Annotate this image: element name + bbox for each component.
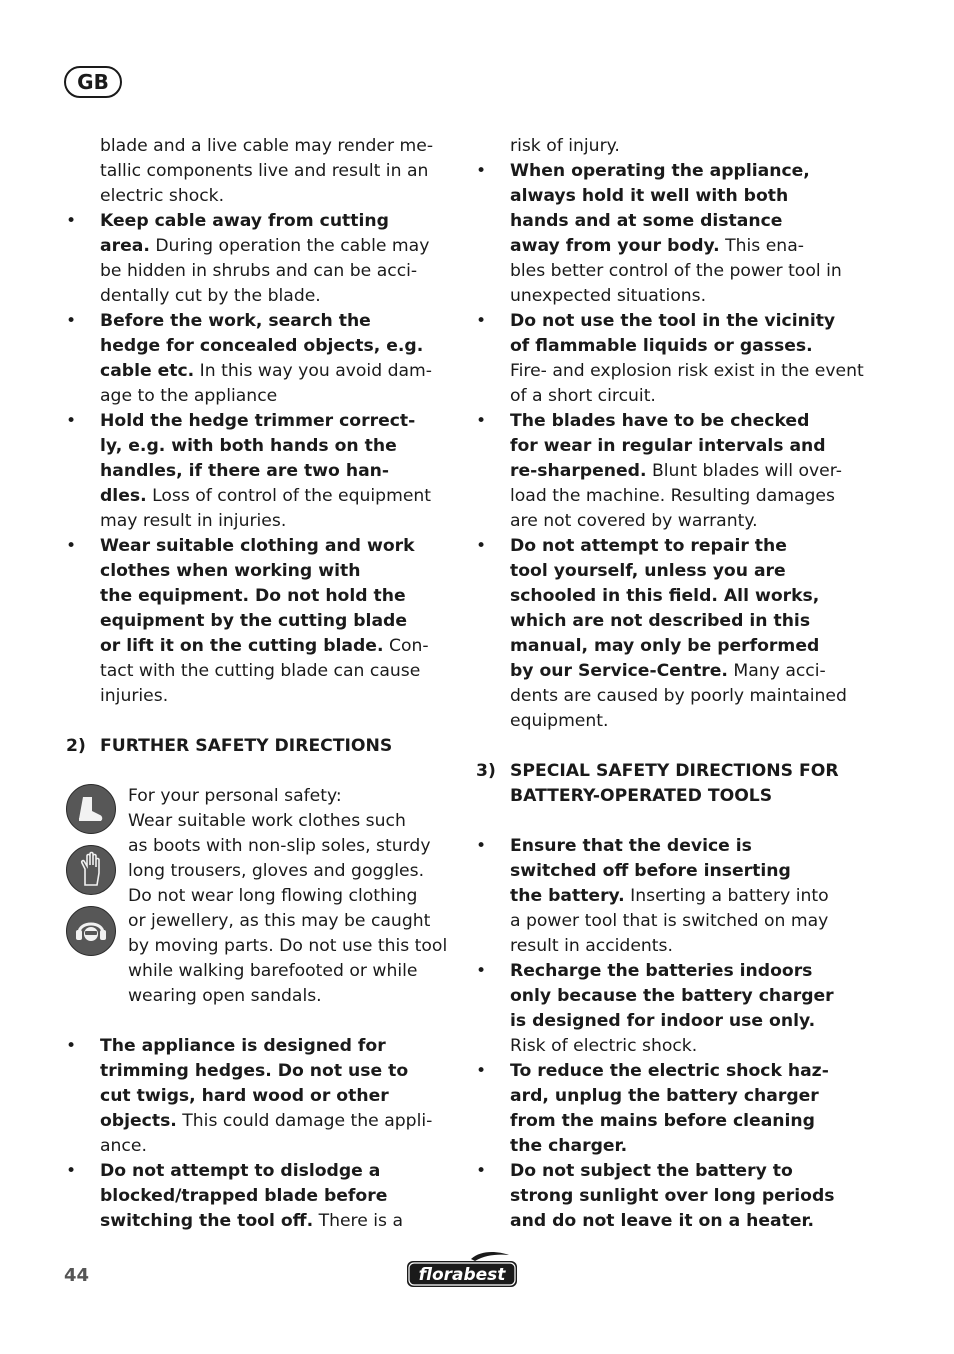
text-line: or jewellery, as this may be caught (128, 911, 431, 931)
body-text: This ena- (719, 236, 804, 256)
body-text: a power tool that is switched on may (510, 911, 829, 931)
bullet-item (476, 1059, 866, 1159)
text-line (510, 359, 866, 384)
bullet-item (66, 1159, 450, 1234)
bullet-marker: • (476, 311, 487, 331)
text-line (100, 259, 450, 284)
bullet-item (476, 409, 866, 534)
bold-text: objects. (100, 1111, 177, 1131)
bullet-marker: • (476, 411, 487, 431)
text-line (510, 1109, 866, 1134)
text-line (510, 559, 866, 584)
text-line: long trousers, gloves and goggles. (128, 861, 425, 881)
text-line (100, 534, 450, 559)
bullet-marker: • (66, 1036, 77, 1056)
bold-text: the equipment. Do not hold the (100, 586, 406, 606)
text-line (510, 1209, 866, 1234)
bullet-list (476, 159, 866, 734)
bullet-item (476, 159, 866, 309)
text-line: while walking barefooted or while (128, 961, 418, 981)
bold-text: ard, unplug the battery charger (510, 1086, 819, 1106)
text-line (510, 684, 866, 709)
bold-text: Do not attempt to dislodge a (100, 1161, 381, 1181)
bold-text: for wear in regular intervals and (510, 436, 826, 456)
bullet-item (66, 409, 450, 534)
bold-text: by our Service-Centre. (510, 661, 728, 681)
body-text: Fire- and explosion risk exist in the event (510, 361, 864, 381)
bullet-marker: • (66, 536, 77, 556)
body-text: Loss of control of the equipment (146, 486, 432, 506)
text-line (510, 209, 866, 234)
text-line (510, 534, 866, 559)
bold-text: cut twigs, hard wood or other (100, 1086, 389, 1106)
bold-text: clothes when working with (100, 561, 361, 581)
body-text: There is a (313, 1211, 404, 1231)
bullet-list (476, 834, 866, 1234)
bullet-marker: • (476, 1161, 487, 1181)
bold-text: is designed for indoor use only. (510, 1011, 816, 1031)
body-text: ance. (100, 1136, 147, 1156)
text-line (100, 509, 450, 534)
text-line (100, 559, 450, 584)
text-line (510, 709, 866, 734)
text-line (510, 609, 866, 634)
text-line (100, 1034, 450, 1059)
bullet-marker: • (476, 836, 487, 856)
bold-text: blocked/trapped blade before (100, 1186, 388, 1206)
body-text: be hidden in shrubs and can be acci- (100, 261, 418, 281)
bullet-marker: • (66, 411, 77, 431)
bullet-marker: • (476, 536, 487, 556)
section-heading (476, 759, 866, 809)
bullet-marker: • (476, 1061, 487, 1081)
text-line (100, 359, 450, 384)
body-text: Risk of electric shock. (510, 1036, 698, 1056)
body-text: of a short circuit. (510, 386, 656, 406)
language-badge: GB (64, 66, 122, 98)
bold-text: schooled in this field. All works, (510, 586, 820, 606)
right-column (476, 134, 866, 1234)
bold-text: handles, if there are two han- (100, 461, 390, 481)
bold-text: Before the work, search the (100, 311, 371, 331)
bold-text: from the mains before cleaning (510, 1111, 815, 1131)
bold-text: Do not subject the battery to (510, 1161, 793, 1181)
text-line (510, 1059, 866, 1084)
text-line (510, 934, 866, 959)
bold-text: the charger. (510, 1136, 628, 1156)
text-line: For your personal safety: (128, 786, 342, 806)
text-line (100, 284, 450, 309)
text-line (510, 859, 866, 884)
section-title: FURTHER SAFETY DIRECTIONS (100, 736, 393, 756)
personal-safety-block (66, 784, 450, 1009)
body-text: During operation the cable may (149, 236, 430, 256)
text-line (100, 434, 450, 459)
text-line (100, 1059, 450, 1084)
page-number: 44 (64, 1265, 90, 1286)
bullet-item (476, 534, 866, 734)
bold-text: of flammable liquids or gasses. (510, 336, 813, 356)
section-title: BATTERY-OPERATED TOOLS (510, 786, 773, 806)
text-line (510, 909, 866, 934)
text-line: risk of injury. (510, 136, 620, 156)
text-line (510, 234, 866, 259)
text-line (510, 1084, 866, 1109)
text-line (510, 884, 866, 909)
text-line: Do not wear long flowing clothing (128, 886, 418, 906)
body-text: injuries. (100, 686, 169, 706)
bold-text: switched off before inserting (510, 861, 791, 881)
text-line: electric shock. (100, 186, 225, 206)
bold-text: Hold the hedge trimmer correct- (100, 411, 416, 431)
body-text: unexpected situations. (510, 286, 707, 306)
text-line (510, 159, 866, 184)
body-text: may result in injuries. (100, 511, 287, 531)
text-line (100, 1109, 450, 1134)
body-text: load the machine. Resulting damages (510, 486, 835, 506)
bold-text: tool yourself, unless you are (510, 561, 786, 581)
bullet-marker: • (476, 961, 487, 981)
bullet-list (66, 209, 450, 709)
bold-text: strong sunlight over long periods (510, 1186, 835, 1206)
bold-text: or lift it on the cutting blade. (100, 636, 384, 656)
bold-text: hedge for concealed objects, e.g. (100, 336, 424, 356)
text-line (100, 209, 450, 234)
text-line (100, 484, 450, 509)
ear-eye-protection-icon (66, 906, 116, 956)
text-line (510, 384, 866, 409)
text-line (510, 584, 866, 609)
text-line (100, 384, 450, 409)
text-line (100, 634, 450, 659)
gloves-icon (66, 845, 116, 895)
bold-text: which are not described in this (510, 611, 811, 631)
text-line (100, 1134, 450, 1159)
bold-text: away from your body. (510, 236, 720, 256)
text-line (510, 634, 866, 659)
bold-text: only because the battery charger (510, 986, 834, 1006)
continued-paragraph (66, 134, 450, 209)
bullet-item (476, 309, 866, 409)
text-line (100, 1159, 450, 1184)
body-text: bles better control of the power tool in (510, 261, 842, 281)
bold-text: Wear suitable clothing and work (100, 536, 415, 556)
text-line (510, 834, 866, 859)
bullet-item (476, 1159, 866, 1234)
bold-text: The blades have to be checked (510, 411, 810, 431)
text-line: as boots with non-slip soles, sturdy (128, 836, 431, 856)
text-line (100, 234, 450, 259)
text-line (100, 1084, 450, 1109)
bold-text: manual, may only be performed (510, 636, 820, 656)
body-text: are not covered by warranty. (510, 511, 758, 531)
body-text: Inserting a battery into (624, 886, 829, 906)
text-line (510, 1034, 866, 1059)
boots-icon (66, 784, 116, 834)
body-text: dentally cut by the blade. (100, 286, 321, 306)
bullet-item (66, 209, 450, 309)
bold-text: switching the tool off. (100, 1211, 314, 1231)
bullet-marker: • (66, 311, 77, 331)
bold-text: dles. (100, 486, 147, 506)
bullet-item (66, 534, 450, 709)
section-heading (66, 734, 450, 759)
text-line: tallic components live and result in an (100, 161, 429, 181)
bold-text: Ensure that the device is (510, 836, 752, 856)
brand-logo (405, 1251, 519, 1289)
bold-text: To reduce the electric shock haz- (510, 1061, 829, 1081)
text-line: Wear suitable work clothes such (128, 811, 406, 831)
bold-text: the battery. (510, 886, 625, 906)
body-text: This could damage the appli- (176, 1111, 433, 1131)
text-line (510, 1134, 866, 1159)
text-line: wearing open sandals. (128, 986, 322, 1006)
text-line (510, 984, 866, 1009)
body-text: result in accidents. (510, 936, 673, 956)
left-column (66, 134, 450, 1234)
ppe-icons (66, 784, 118, 967)
continued-paragraph (476, 134, 866, 159)
text-line (510, 659, 866, 684)
brand-name: florabest (418, 1265, 506, 1285)
text-line (510, 1009, 866, 1034)
text-line (510, 334, 866, 359)
text-line (100, 659, 450, 684)
text-line (510, 1159, 866, 1184)
text-line (100, 309, 450, 334)
bold-text: area. (100, 236, 150, 256)
text-line (510, 959, 866, 984)
text-line (510, 1184, 866, 1209)
body-text: age to the appliance (100, 386, 278, 406)
section-number: 3) (476, 761, 496, 781)
text-line (510, 309, 866, 334)
body-text: dents are caused by poorly maintained (510, 686, 847, 706)
text-line (100, 584, 450, 609)
text-line (510, 509, 866, 534)
text-line (510, 409, 866, 434)
body-text: Blunt blades will over- (646, 461, 842, 481)
text-line (510, 459, 866, 484)
bold-text: hands and at some distance (510, 211, 783, 231)
bold-text: ly, e.g. with both hands on the (100, 436, 397, 456)
bold-text: Do not use the tool in the vicinity (510, 311, 836, 331)
bullet-marker: • (66, 211, 77, 231)
body-text: tact with the cutting blade can cause (100, 661, 421, 681)
bullet-marker: • (476, 161, 487, 181)
bullet-marker: • (66, 1161, 77, 1181)
text-line (510, 184, 866, 209)
body-text: In this way you avoid dam- (194, 361, 432, 381)
text-line (100, 409, 450, 434)
bold-text: Recharge the batteries indoors (510, 961, 813, 981)
bold-text: cable etc. (100, 361, 195, 381)
section-number: 2) (66, 736, 86, 756)
text-line (100, 684, 450, 709)
bullet-item (66, 309, 450, 409)
personal-safety-text (128, 784, 458, 1009)
bullet-item (476, 834, 866, 959)
bold-text: The appliance is designed for (100, 1036, 386, 1056)
bold-text: equipment by the cutting blade (100, 611, 407, 631)
body-text: Many acci- (727, 661, 826, 681)
bold-text: trimming hedges. Do not use to (100, 1061, 409, 1081)
text-line (510, 284, 866, 309)
text-line (510, 484, 866, 509)
bold-text: re-sharpened. (510, 461, 647, 481)
bullet-list (66, 1034, 450, 1234)
bold-text: Do not attempt to repair the (510, 536, 787, 556)
text-line (100, 609, 450, 634)
text-line (100, 459, 450, 484)
body-text: equipment. (510, 711, 609, 731)
text-line: blade and a live cable may render me- (100, 136, 434, 156)
text-line (100, 1184, 450, 1209)
section-title: SPECIAL SAFETY DIRECTIONS FOR (510, 761, 839, 781)
bold-text: When operating the appliance, (510, 161, 810, 181)
text-line (510, 434, 866, 459)
bold-text: always hold it well with both (510, 186, 789, 206)
text-line: by moving parts. Do not use this tool (128, 936, 448, 956)
bold-text: Keep cable away from cutting (100, 211, 389, 231)
bold-text: and do not leave it on a heater. (510, 1211, 815, 1231)
text-line (510, 259, 866, 284)
bullet-item (476, 959, 866, 1059)
body-text: Con- (383, 636, 429, 656)
text-line (100, 1209, 450, 1234)
bullet-item (66, 1034, 450, 1159)
text-line (100, 334, 450, 359)
